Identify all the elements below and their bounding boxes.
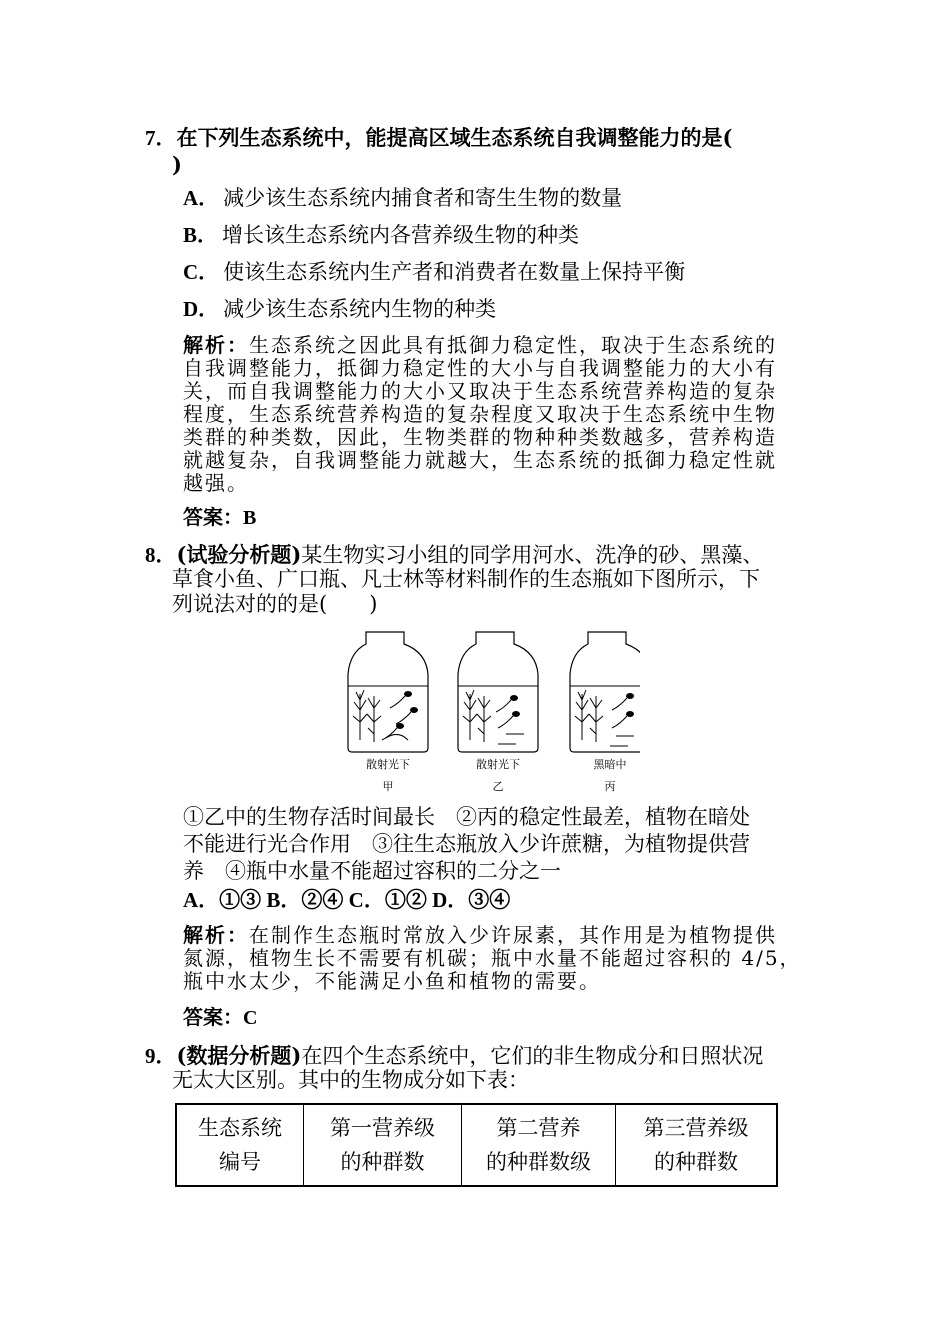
q7-option-c-label: C． xyxy=(183,260,220,284)
q7-analysis xyxy=(183,334,803,495)
q8-analysis-line xyxy=(183,924,803,947)
header-text: 第三营养级 xyxy=(643,1116,749,1140)
q7-option-d-label: D． xyxy=(183,297,220,321)
q8-analysis xyxy=(183,924,803,993)
q8-options: A．①③ B．②④ C．①② D．③④ xyxy=(183,888,511,912)
jar-3 xyxy=(570,632,640,752)
q9-stem-line1 xyxy=(145,1042,763,1070)
q8-stem-text: 某生物实习小组的同学用河水、洗净的砂、黑藻、 xyxy=(301,543,764,567)
q8-answer xyxy=(183,1005,257,1030)
q7-analysis-line: 类群的种类数，因此，生物类群的物种种类数越多，营养构造 xyxy=(183,425,777,449)
q9-stem-text: 在四个生态系统中，它们的非生物成分和日照状况 xyxy=(301,1044,764,1068)
q8-analysis-line: 瓶中水太少，不能满足小鱼和植物的需要。 xyxy=(183,969,601,993)
jar-1-condition: 散射光下 xyxy=(366,758,410,771)
q7-answer xyxy=(183,505,256,530)
q7-option-b-label: B． xyxy=(183,223,219,247)
q8-stem-line1 xyxy=(145,541,763,569)
q7-stem-line2: ) xyxy=(172,152,182,177)
q9-stem-line2: 无太大区别。其中的生物成分如下表： xyxy=(172,1068,529,1092)
q8-stem-line3: 列说法对的的是( ) xyxy=(172,592,378,616)
q7-option-a-text: 减少该生态系统内捕食者和寄生生物的数量 xyxy=(223,186,623,210)
q8-statement-line: 养 ④瓶中水量不能超过容积的二分之一 xyxy=(183,859,561,883)
q7-analysis-line: 自我调整能力，抵御力稳定性的大小与自我调整能力的大小有 xyxy=(183,356,777,380)
q9-table xyxy=(175,1103,778,1187)
q7-analysis-line: 就越复杂，自我调整能力就越大，生态系统的抵御力稳定性就 xyxy=(183,448,777,472)
header-text: 的种群数 xyxy=(654,1150,738,1174)
table-header-cell xyxy=(304,1104,462,1186)
q8-statements xyxy=(183,804,808,885)
q7-number: 7． xyxy=(145,126,177,150)
jar-3-name: 丙 xyxy=(604,780,616,793)
q8-statement-line: 不能进行光合作用 ③往生态瓶放入少许蔗糖，为植物提供营 xyxy=(183,832,750,856)
q7-option-d xyxy=(183,296,496,323)
jar-1-caption xyxy=(348,756,428,794)
q7-analysis-label: 解析： xyxy=(183,333,249,357)
q7-option-c xyxy=(183,259,685,286)
q8-statement-line: ①乙中的生物存活时间最长 ②丙的稳定性最差，植物在暗处 xyxy=(183,805,750,829)
q7-stem-line1 xyxy=(145,124,732,152)
q7-analysis-text: 生态系统之因此具有抵御力稳定性，取决于生态系统的 xyxy=(249,333,777,357)
q7-analysis-line xyxy=(183,334,803,357)
header-text: 第一营养级 xyxy=(330,1116,435,1140)
q7-option-c-text: 使该生态系统内生产者和消费者在数量上保持平衡 xyxy=(223,260,686,284)
q7-stem-text: 在下列生态系统中，能提高区域生态系统自我调整能力的是( xyxy=(176,125,733,150)
q7-analysis-line: 关，而自我调整能力的大小又取决于生态系统营养构造的复杂 xyxy=(183,379,777,403)
jar-2-condition: 散射光下 xyxy=(476,758,520,771)
q8-number: 8． xyxy=(145,543,177,567)
q7-option-b xyxy=(183,222,579,249)
q8-answer-value: C xyxy=(243,1007,258,1029)
table-header-row xyxy=(176,1104,777,1186)
jar-2-caption xyxy=(458,756,538,794)
jar-2 xyxy=(458,632,538,752)
q9-tag: (数据分析题) xyxy=(176,1043,302,1068)
q8-answer-label: 答案： xyxy=(183,1005,243,1029)
table-header-cell xyxy=(462,1104,616,1186)
jar-3-caption xyxy=(570,756,650,794)
q9-number: 9． xyxy=(145,1044,177,1068)
header-text: 编号 xyxy=(219,1150,261,1174)
header-text: 的种群数 xyxy=(340,1150,425,1174)
q7-answer-value: B xyxy=(243,507,257,529)
q7-option-a-label: A． xyxy=(183,186,220,210)
q7-option-d-text: 减少该生态系统内生物的种类 xyxy=(223,297,497,321)
header-text: 的种群数级 xyxy=(486,1150,591,1174)
q9-table-wrap xyxy=(175,1103,778,1187)
jar-1 xyxy=(348,632,428,752)
jar-2-name: 乙 xyxy=(492,780,504,793)
q8-analysis-line: 氮源，植物生长不需要有机碳；瓶中水量不能超过容积的 4/5， xyxy=(183,946,802,970)
q7-analysis-line: 越强。 xyxy=(183,471,249,495)
q7-answer-label: 答案： xyxy=(183,505,243,529)
q7-option-b-text: 增长该生态系统内各营养级生物的种类 xyxy=(222,223,580,247)
table-header-cell xyxy=(616,1104,778,1186)
jar-1-name: 甲 xyxy=(382,780,394,793)
q8-tag: (试验分析题) xyxy=(176,542,302,567)
q8-analysis-label: 解析： xyxy=(183,923,249,947)
ecosystem-bottles-figure xyxy=(340,628,640,796)
q8-analysis-text: 在制作生态瓶时常放入少许尿素，其作用是为植物提供 xyxy=(249,923,777,947)
jar-3-condition: 黑暗中 xyxy=(593,758,627,771)
table-header-cell xyxy=(176,1104,304,1186)
q7-option-a xyxy=(183,185,622,212)
q7-analysis-line: 程度，生态系统营养构造的复杂程度又取决于生态系统中生物 xyxy=(183,402,777,426)
q8-stem-line2: 草食小鱼、广口瓶、凡士林等材料制作的生态瓶如下图所示，下 xyxy=(172,567,760,591)
header-text: 生态系统 xyxy=(198,1116,282,1140)
header-text: 第二营养 xyxy=(496,1116,581,1140)
